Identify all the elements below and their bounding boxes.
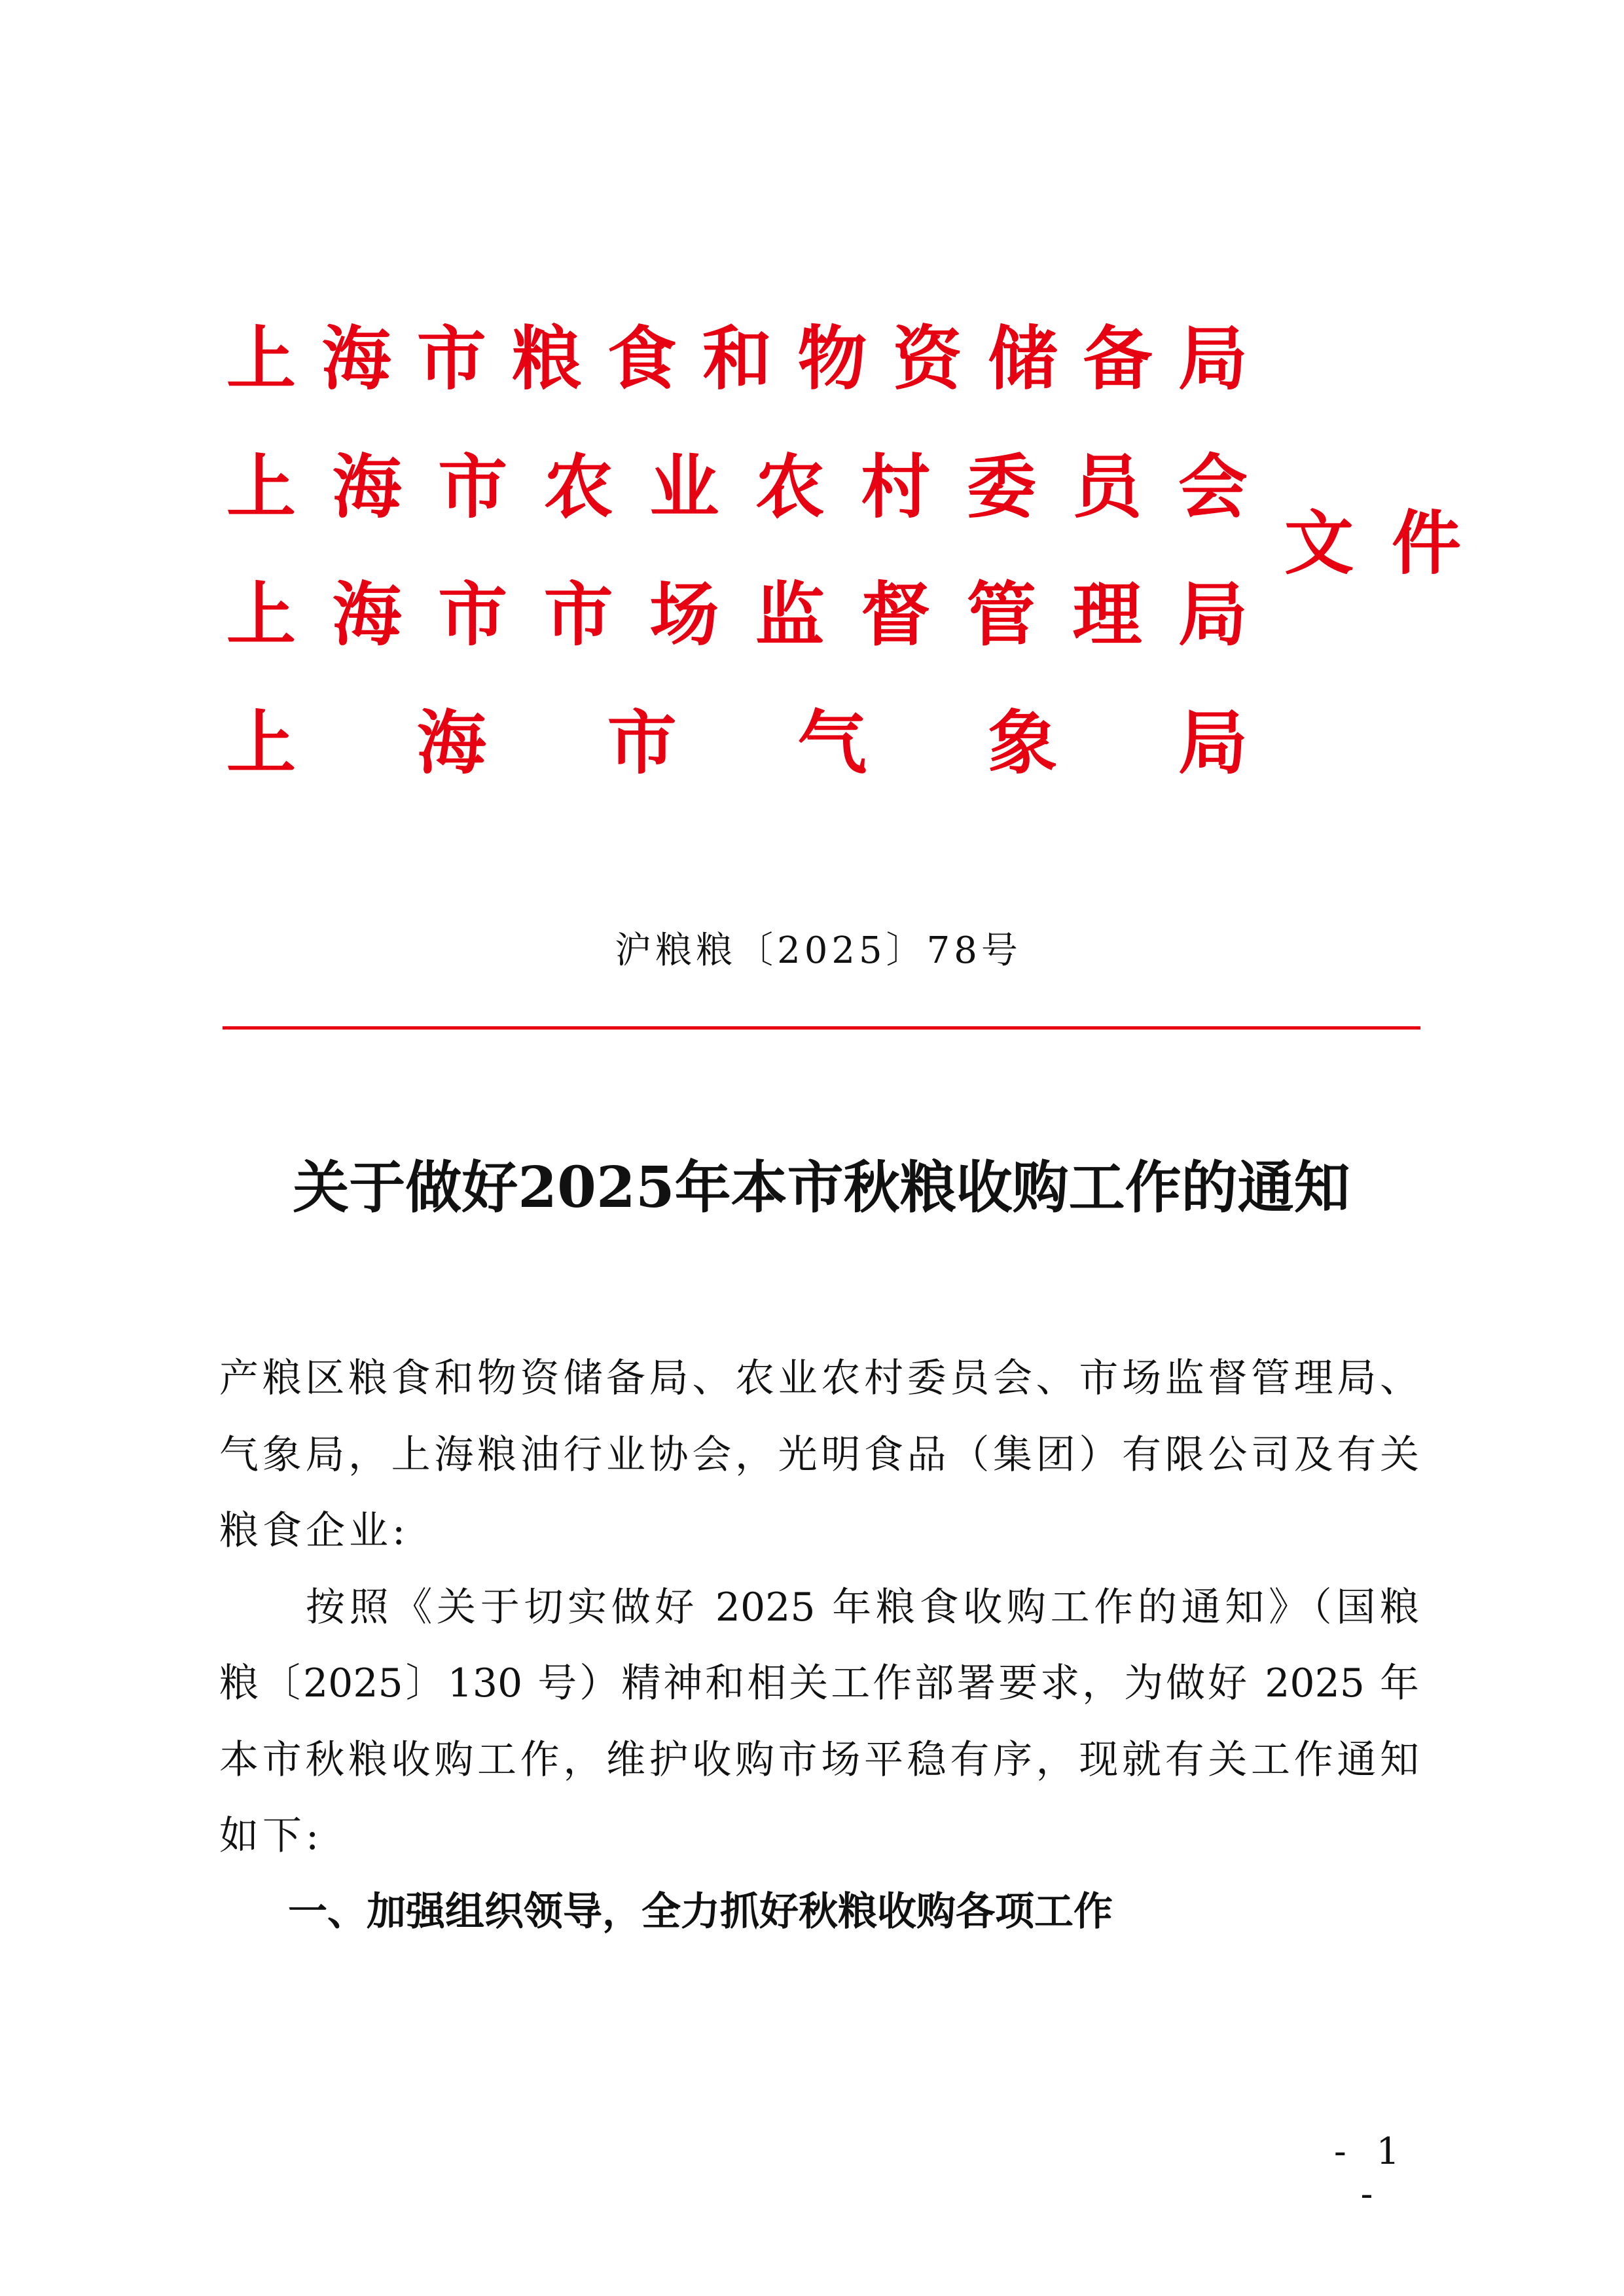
document-title: 关于做好2025年本市秋粮收购工作的通知 xyxy=(293,1155,1350,1221)
body-line: 粮食企业: xyxy=(219,1508,410,1554)
issuer-char: 业 xyxy=(649,446,719,528)
document-number: 沪粮粮〔2025〕78号 xyxy=(615,929,1022,972)
issuer-char: 理 xyxy=(1072,573,1142,655)
issuer-char: 食 xyxy=(607,317,677,399)
section-heading: 一、加强组织领导，全力抓好秋粮收购各项工作 xyxy=(288,1889,1113,1935)
issuer-char: 储 xyxy=(988,317,1058,399)
issuer-char: 粮 xyxy=(512,317,582,399)
issuer-char: 海 xyxy=(332,573,402,655)
issuer-char: 备 xyxy=(1083,317,1153,399)
body-line: 按照《关于切实做好 2025 年粮食收购工作的通知》（国粮 xyxy=(306,1584,1419,1630)
document-suffix xyxy=(1284,504,1461,583)
document-body xyxy=(219,1340,1419,1874)
issuer-char: 委 xyxy=(966,446,1036,528)
issuer-char: 会 xyxy=(1178,446,1248,528)
issuer-char: 市 xyxy=(438,446,508,528)
issuer-char: 场 xyxy=(649,573,719,655)
issuer-char: 气 xyxy=(797,702,867,783)
issuer-char: 上 xyxy=(226,446,296,528)
body-line: 气象局，上海粮油行业协会，光明食品（集团）有限公司及有关 xyxy=(219,1431,1419,1478)
issuer-char: 资 xyxy=(892,317,962,399)
issuer-char: 上 xyxy=(226,702,296,783)
issuer-char: 管 xyxy=(966,573,1036,655)
body-line: 如下: xyxy=(219,1813,323,1859)
body-line: 产粮区粮食和物资储备局、农业农村委员会、市场监督管理局、 xyxy=(219,1355,1419,1401)
issuer-char: 象 xyxy=(988,702,1058,783)
issuer-char: 员 xyxy=(1072,446,1142,528)
page-number: - 1 - xyxy=(1333,2130,1409,2215)
body-line: 本市秋粮收购工作，维护收购市场平稳有序，现就有关工作通知 xyxy=(219,1736,1419,1783)
red-divider xyxy=(223,1026,1420,1030)
issuer-char: 和 xyxy=(702,317,772,399)
issuer-char: 局 xyxy=(1178,317,1248,399)
issuer-char: 上 xyxy=(226,573,296,655)
suffix-char: 文 xyxy=(1284,502,1354,584)
issuer-char: 督 xyxy=(861,573,931,655)
issuer-char: 市 xyxy=(607,702,677,783)
issuer-char: 市 xyxy=(543,573,613,655)
issuer-agriculture-committee xyxy=(226,448,1248,526)
issuer-char: 局 xyxy=(1178,702,1248,783)
issuer-char: 市 xyxy=(438,573,508,655)
issuer-char: 上 xyxy=(226,317,296,399)
issuer-char: 海 xyxy=(416,702,486,783)
issuer-market-regulation xyxy=(226,575,1248,654)
issuer-char: 局 xyxy=(1178,573,1248,655)
issuer-grain-bureau xyxy=(226,319,1248,398)
body-line: 粮〔2025〕130 号）精神和相关工作部署要求，为做好 2025 年 xyxy=(219,1660,1419,1706)
issuer-char: 物 xyxy=(797,317,867,399)
issuer-char: 农 xyxy=(755,446,825,528)
issuer-meteorological-bureau xyxy=(226,704,1248,782)
issuer-char: 市 xyxy=(416,317,486,399)
issuer-char: 海 xyxy=(321,317,391,399)
issuer-char: 监 xyxy=(755,573,825,655)
issuer-char: 海 xyxy=(332,446,402,528)
issuer-char: 村 xyxy=(861,446,931,528)
issuer-char: 农 xyxy=(543,446,613,528)
suffix-char: 件 xyxy=(1392,502,1461,584)
